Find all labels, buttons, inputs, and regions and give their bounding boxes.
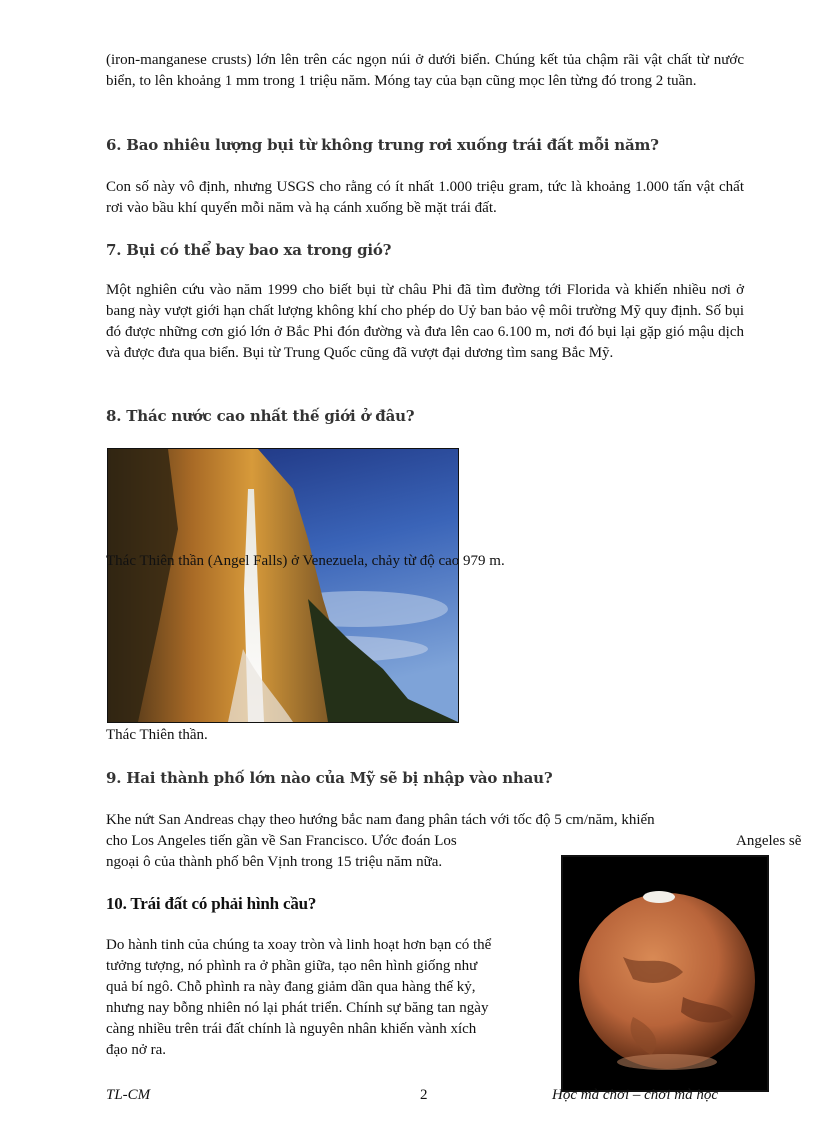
footer-left: TL-CM (106, 1087, 151, 1103)
angel-falls-image (107, 448, 459, 723)
heading-6: 6. Bao nhiêu lượng bụi từ không trung rơi xuống trái đất mỗi năm? (106, 136, 659, 154)
page-number: 2 (420, 1087, 428, 1103)
paragraph-10-line: đạo nở ra. (106, 1042, 166, 1058)
paragraph-10-line: nhưng nay bỗng nhiên nó lại phát triển. Chính sự băng tan ngày (106, 1000, 489, 1016)
heading-7: 7. Bụi có thể bay bao xa trong gió? (106, 241, 392, 259)
heading-9: 9. Hai thành phố lớn nào của Mỹ sẽ bị nhập vào nhau? (106, 769, 553, 787)
paragraph-9-line-1: Khe nứt San Andreas chạy theo hướng bắc nam đang phân tách với tốc độ 5 cm/năm, khiến (106, 812, 655, 828)
paragraph-6: Con số này vô định, nhưng USGS cho rằng có ít nhất 1.000 triệu gram, tức là khoảng 1.000 tấn vật chất rơi vào bầu khí quyển mỗi năm và hạ cánh xuống bề mặt trái đất. (106, 179, 744, 216)
heading-10: 10. Trái đất có phải hình cầu? (106, 894, 317, 913)
intro-paragraph: (iron-manganese crusts) lớn lên trên các ngọn núi ở dưới biển. Chúng kết tủa chậm rãi vật chất từ nước biển, to lên khoảng 1 mm trong 1 triệu năm. Móng tay của bạn cũng mọc lên từng đó trong 2 tuần. (106, 52, 744, 89)
paragraph-10-line: quả bí ngô. Chỗ phình ra này đang giảm dần qua hàng thế kỷ, (106, 979, 476, 995)
waterfall-picture (108, 449, 458, 722)
paragraph-10-line: tưởng tượng, nó phình ra ở phần giữa, tạo nên hình giống như (106, 958, 478, 974)
paragraph-10 (106, 935, 561, 1061)
paragraph-9-line-3: ngoại ô của thành phố bên Vịnh trong 15 triệu năm nữa. (106, 854, 443, 870)
paragraph-9-line-2 (106, 831, 816, 852)
paragraph-9-line-2a: cho Los Angeles tiến gần về San Francisco. Ước đoán Los (106, 833, 457, 849)
heading-8: 8. Thác nước cao nhất thế giới ở đâu? (106, 407, 415, 425)
image-overlay-caption: Thác Thiên thần (Angel Falls) ở Venezuela, chảy từ độ cao 979 m. (106, 553, 505, 569)
image-caption: Thác Thiên thần. (106, 727, 208, 743)
footer-right: Học mà chơi – chơi mà học (552, 1087, 718, 1103)
mars-image (561, 855, 769, 1092)
paragraph-9-line-2b: Angeles sẽ (736, 833, 802, 849)
paragraph-10-line: càng nhiều trên trái đất chính là nguyên nhân khiến vành xích (106, 1021, 477, 1037)
paragraph-10-line: Do hành tinh của chúng ta xoay tròn và linh hoạt hơn bạn có thể (106, 937, 492, 953)
paragraph-7: Một nghiên cứu vào năm 1999 cho biết bụi từ châu Phi đã tìm đường tới Florida và khiến nhiều nơi ở bang này vượt giới hạn chất lượng không khí cho phép do Uỷ ban bảo vệ môi trường Mỹ quy định. Số bụi đó được những cơn gió lớn ở Bắc Phi đón đường và đưa lên cao 6.100 m, nơi đó bụi lại gặp gió mậu dịch và được đưa qua biển. Bụi từ Trung Quốc cũng đã vượt đại dương tìm sang Bắc Mỹ. (106, 282, 744, 361)
mars-picture (563, 857, 767, 1090)
